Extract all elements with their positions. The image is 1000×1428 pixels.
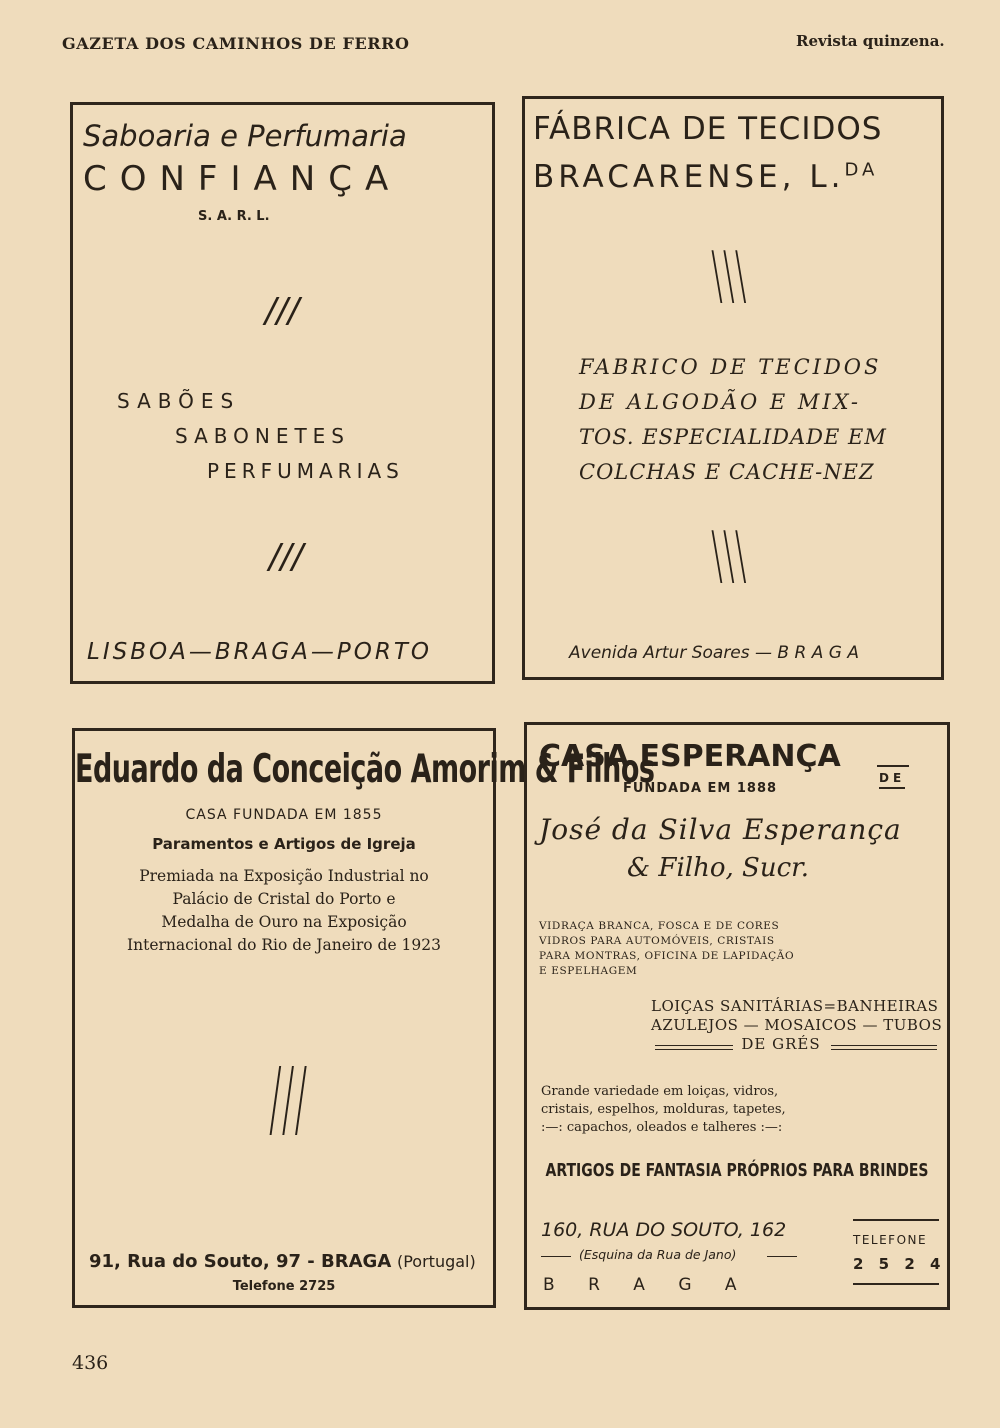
ad4-glass-list	[539, 919, 794, 979]
ad4-phone-rule-bottom	[853, 1283, 939, 1285]
ad2-desc-4: COLCHAS E CACHE-NEZ	[579, 460, 875, 484]
ad3-founded: CASA FUNDADA EM 1855	[185, 807, 383, 823]
ad3-award-4: Internacional do Rio de Janeiro de 1923	[126, 936, 441, 954]
ad1-cities: LISBOA—BRAGA—PORTO	[87, 639, 432, 665]
ad3-title: Eduardo da Conceição Amorim & Filhos	[75, 747, 655, 792]
ad4-de: DE	[879, 771, 905, 789]
journal-subtitle: Revista quinzena.	[796, 32, 945, 50]
ad3-award-2: Palácio de Cristal do Porto e	[172, 890, 396, 908]
ad3-address-line	[89, 1251, 476, 1272]
ad4-founded: FUNDADA EM 1888	[623, 781, 778, 796]
ad-bracarense	[522, 96, 944, 680]
ad3-country: (Portugal)	[396, 1252, 476, 1271]
ad1-separator-top: ///	[265, 291, 300, 331]
ad1-company-type: S. A. R. L.	[198, 209, 270, 224]
ad4-corner-rule-right	[767, 1256, 797, 1257]
ad4-phone-rule-top	[853, 1219, 939, 1221]
ad-confianca	[70, 102, 495, 684]
ad4-corner-rule-left	[541, 1256, 571, 1257]
ad2-desc-1: FABRICO DE TECIDOS	[579, 355, 882, 379]
ad4-glass-3: PARA MONTRAS, OFICINA DE LAPIDAÇÃO	[539, 950, 795, 962]
journal-title: GAZETA DOS CAMINHOS DE FERRO	[62, 34, 410, 53]
ad4-sanitary-3: DE GRÉS	[741, 1035, 821, 1053]
ad3-award-1: Premiada na Exposição Industrial no	[139, 867, 429, 885]
ad4-phone-number: 2 5 2 4	[853, 1255, 946, 1273]
ad1-product-1: SABÕES	[117, 389, 241, 413]
ad-casa-esperanca	[524, 722, 950, 1310]
ad2-line2-text: BRACARENSE, L.	[533, 159, 845, 195]
ad2-line1: FÁBRICA DE TECIDOS	[533, 111, 883, 147]
ad4-variety-1: Grande variedade em loiças, vidros,	[541, 1084, 779, 1099]
ad4-variety	[541, 1083, 786, 1137]
ad2-desc-2: DE ALGODÃO E MIX-	[579, 390, 861, 414]
ad4-de-rule-top	[877, 765, 909, 767]
ad1-product-2: SABONETES	[175, 424, 351, 448]
ad4-variety-2: cristais, espelhos, molduras, tapetes,	[541, 1102, 786, 1117]
ad4-sanitary-1: LOIÇAS SANITÁRIAS=BANHEIRAS	[651, 997, 939, 1015]
ad4-glass-2: VIDROS PARA AUTOMÓVEIS, CRISTAIS	[539, 935, 775, 947]
ad3-award-3: Medalha de Ouro na Exposição	[161, 913, 407, 931]
ad4-city: B R A G A	[543, 1275, 751, 1295]
ad4-corner: (Esquina da Rua de Jano)	[579, 1247, 737, 1262]
ad2-line2-sup: DA	[844, 159, 879, 181]
ad1-product-3: PERFUMARIAS	[207, 459, 404, 483]
ad1-brand: CONFIANÇA	[83, 159, 402, 199]
ad4-title: CASA ESPERANÇA	[539, 739, 841, 774]
ad3-address: 91, Rua do Souto, 97 - BRAGA	[89, 1251, 392, 1272]
ad4-address: 160, RUA DO SOUTO, 162	[541, 1219, 787, 1241]
ad3-awards	[75, 865, 493, 957]
ad4-sanitary-2: AZULEJOS — MOSAICOS — TUBOS	[651, 1016, 943, 1034]
ad1-line1: Saboaria e Perfumaria	[83, 119, 407, 153]
ad4-phone-label: TELEFONE	[853, 1233, 928, 1247]
ad3-separator: ///	[269, 1049, 308, 1147]
ad1-separator-bottom: ///	[269, 537, 304, 577]
ad4-variety-3: :—: capachos, oleados e talheres :—:	[541, 1120, 783, 1135]
ad4-glass-1: VIDRAÇA BRANCA, FOSCA E DE CORES	[539, 920, 780, 932]
ad2-address: Avenida Artur Soares — B R A G A	[569, 643, 859, 663]
ad2-line2	[533, 159, 878, 195]
ad2-desc-3: TOS. ESPECIALIDADE EM	[579, 425, 887, 449]
ad4-double-rule-right	[831, 1045, 937, 1050]
ad4-owner-2: & Filho, Sucr.	[627, 853, 809, 883]
ad3-phone: Telefone 2725	[232, 1279, 336, 1294]
ad2-separator-top: \\\	[711, 239, 747, 313]
ad4-glass-4: E ESPELHAGEM	[539, 965, 638, 977]
page-number: 436	[72, 1352, 109, 1374]
ad4-double-rule-left	[655, 1045, 733, 1050]
ad4-owner-1: José da Silva Esperança	[539, 813, 902, 846]
ad3-subtitle: Paramentos e Artigos de Igreja	[152, 835, 416, 853]
ad2-separator-bottom: \\\	[711, 519, 747, 593]
ad4-gifts: ARTIGOS DE FANTASIA PRÓPRIOS PARA BRINDES	[545, 1161, 929, 1181]
